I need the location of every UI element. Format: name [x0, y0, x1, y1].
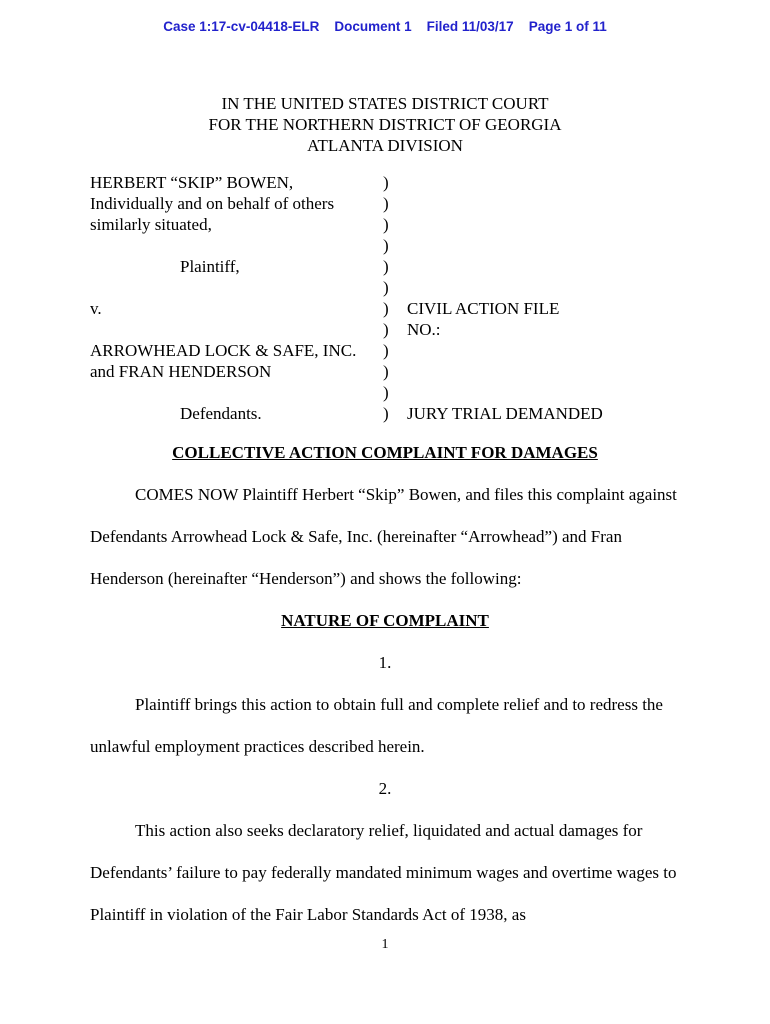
plaintiff-description: Individually and on behalf of others	[90, 194, 335, 213]
caption-paren: )	[383, 299, 389, 318]
caption-blank	[90, 319, 383, 340]
caption-row	[90, 235, 680, 256]
stamp-page-count: Page 1 of 11	[528, 19, 607, 34]
caption-row	[90, 214, 680, 235]
caption-right	[405, 235, 680, 256]
defendant-name-1: ARROWHEAD LOCK & SAFE, INC.	[90, 341, 357, 360]
court-title	[0, 93, 770, 156]
caption-right	[405, 214, 680, 235]
caption-paren: )	[383, 341, 389, 360]
caption-blank	[90, 277, 383, 298]
paragraph-number-2: 2.	[378, 779, 392, 798]
caption-paren: )	[383, 173, 389, 192]
jury-demand-label: JURY TRIAL DEMANDED	[407, 404, 603, 423]
case-caption	[90, 172, 680, 424]
caption-right	[405, 340, 680, 361]
caption-right	[405, 256, 680, 277]
plaintiff-designation: Plaintiff,	[180, 257, 240, 276]
caption-paren: )	[383, 236, 389, 255]
complaint-title: COLLECTIVE ACTION COMPLAINT FOR DAMAGES	[172, 443, 598, 462]
caption-row	[90, 340, 680, 361]
court-title-line3: ATLANTA DIVISION	[307, 136, 463, 155]
versus-label: v.	[90, 299, 102, 318]
stamp-filed-date: Filed 11/03/17	[426, 19, 514, 34]
caption-row	[90, 319, 680, 340]
caption-paren: )	[383, 278, 389, 297]
caption-paren: )	[383, 257, 389, 276]
case-no-label: NO.:	[407, 320, 441, 339]
caption-blank	[90, 382, 383, 403]
paragraph-number-1: 1.	[378, 653, 392, 672]
caption-row	[90, 382, 680, 403]
caption-row	[90, 277, 680, 298]
defendant-name-2: and FRAN HENDERSON	[90, 362, 272, 381]
stamp-document-number: Document 1	[334, 19, 412, 34]
caption-row	[90, 193, 680, 214]
court-title-line1: IN THE UNITED STATES DISTRICT COURT	[221, 94, 549, 113]
paragraph-2-text: This action also seeks declaratory relief, liquidated and actual damages for Defendants’ failure to pay federally mandated minimum wages and overtime wages to Plaintiff in violation of the Fair Labor Standards Act of 1938, as	[90, 821, 677, 924]
nature-of-complaint-heading: NATURE OF COMPLAINT	[281, 611, 489, 630]
page-number: 1	[381, 937, 389, 952]
caption-paren: )	[383, 194, 389, 213]
caption-row	[90, 298, 680, 319]
civil-action-label: CIVIL ACTION FILE	[407, 299, 560, 318]
caption-paren: )	[383, 215, 389, 234]
pacer-stamp	[0, 0, 770, 35]
plaintiff-name: HERBERT “SKIP” BOWEN,	[90, 173, 294, 192]
court-title-line2: FOR THE NORTHERN DISTRICT OF GEORGIA	[208, 115, 562, 134]
caption-row	[90, 361, 680, 382]
caption-right	[405, 382, 680, 403]
caption-paren: )	[383, 362, 389, 381]
document-body	[90, 432, 680, 936]
caption-paren: )	[383, 404, 389, 423]
paragraph-1-text: Plaintiff brings this action to obtain full and complete relief and to redress the unlawful employment practices described herein.	[90, 695, 663, 756]
caption-right	[405, 172, 680, 193]
caption-blank	[90, 235, 383, 256]
caption-row	[90, 256, 680, 277]
caption-row	[90, 403, 680, 424]
caption-paren: )	[383, 320, 389, 339]
caption-row	[90, 172, 680, 193]
plaintiff-description: similarly situated,	[90, 215, 212, 234]
defendants-designation: Defendants.	[180, 404, 262, 423]
caption-right	[405, 193, 680, 214]
intro-paragraph: COMES NOW Plaintiff Herbert “Skip” Bowen, and files this complaint against Defendants Arrowhead Lock & Safe, Inc. (hereinafter “Arrowhead”) and Fran Henderson (hereinafter “Henderson”) and shows the following:	[90, 485, 677, 588]
caption-right	[405, 361, 680, 382]
caption-paren: )	[383, 383, 389, 402]
stamp-case-number: Case 1:17-cv-04418-ELR	[163, 19, 320, 34]
caption-right	[405, 277, 680, 298]
